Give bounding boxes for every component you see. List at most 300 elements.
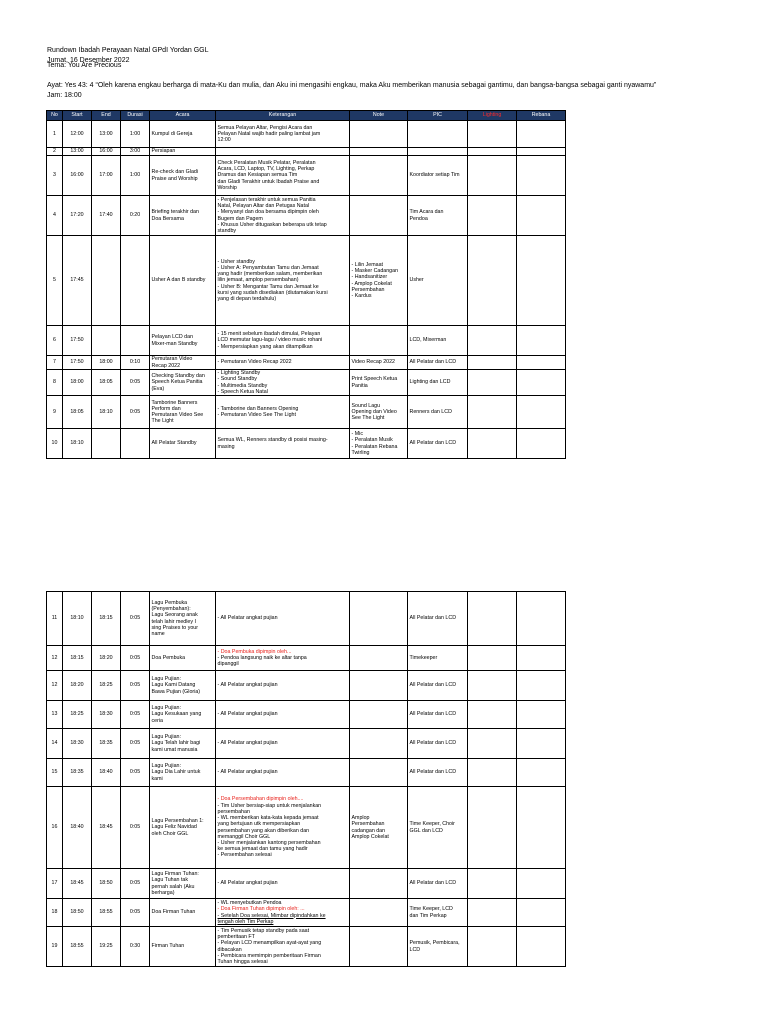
- row-keterangan-line: ke semua jemaat dan tamu yang hadir: [217, 846, 308, 853]
- row-durasi: [121, 236, 150, 326]
- row-note-line: Persembahan: [351, 286, 385, 293]
- row-start: 12:00: [63, 121, 92, 148]
- row-keterangan-line: 12:00: [217, 137, 231, 144]
- row-keterangan-line: Worship: [217, 184, 237, 191]
- row-pic: [408, 759, 468, 787]
- row-keterangan: [216, 701, 350, 729]
- row-keterangan-line: - Setelah Doa selesai, Mimbar dipindahkan ke: [217, 912, 326, 919]
- row-no: 11: [47, 592, 63, 646]
- row-keterangan: [216, 787, 350, 869]
- row-acara: [150, 759, 216, 787]
- table-row: [47, 326, 566, 356]
- row-end: 18:55: [92, 899, 121, 927]
- row-keterangan-line: yang hadir (memberikan salam, memberikan: [217, 271, 323, 278]
- row-pic: [408, 148, 468, 156]
- row-pic-line: Pemusik, Pembicara,: [409, 940, 460, 947]
- row-durasi: 0:05: [121, 370, 150, 396]
- row-pic-line: Lighting dan LCD: [409, 379, 451, 386]
- row-durasi: 0:05: [121, 396, 150, 429]
- row-keterangan-line: - Lighting Standby: [217, 370, 261, 377]
- row-pic-line: All Pelatar dan LCD: [409, 880, 457, 887]
- row-keterangan-line: - Pelayan LCD menampilkan ayat-ayat yang: [217, 940, 322, 947]
- row-pic-line: Koordiator setiap Tim: [409, 172, 460, 179]
- row-acara: [150, 646, 216, 671]
- table-row: [47, 370, 566, 396]
- row-lighting: [468, 236, 517, 326]
- table-row: [47, 869, 566, 899]
- row-end: 18:45: [92, 787, 121, 869]
- row-acara-line: oleh Choir GGL: [151, 830, 189, 837]
- row-lighting: [468, 927, 517, 967]
- row-pic: [408, 869, 468, 899]
- row-keterangan-line: - Speech Ketua Natal: [217, 388, 268, 395]
- row-start: 18:15: [63, 646, 92, 671]
- row-acara-line: pernah salah (Aku: [151, 883, 195, 890]
- row-pic: [408, 429, 468, 459]
- row-acara-line: Lagu Persembahan 1:: [151, 818, 204, 825]
- row-acara-line: Lagu Telah lahir bagi: [151, 740, 201, 747]
- row-no: 2: [47, 148, 63, 156]
- row-end: 18:10: [92, 396, 121, 429]
- row-acara-line: Lagu Kami Datang: [151, 682, 196, 689]
- row-pic: [408, 729, 468, 759]
- row-acara-line: Lagu Firman Tuhan:: [151, 871, 199, 878]
- row-acara: [150, 326, 216, 356]
- row-rebana: [517, 429, 566, 459]
- row-acara-line: Tamborine Banners: [151, 399, 198, 406]
- row-acara-line: Doa Firman Tuhan: [151, 909, 196, 916]
- row-keterangan-line: Check Peralatan Musik Pelatar, Peralatan: [217, 159, 316, 166]
- row-lighting: [468, 121, 517, 148]
- row-note-line: - Handsanitizer: [351, 274, 388, 281]
- document-title: Rundown Ibadah Perayaan Natal GPdI Yordan GGL: [47, 47, 209, 54]
- row-note: [350, 370, 408, 396]
- row-pic: [408, 356, 468, 370]
- row-start: 18:10: [63, 429, 92, 459]
- row-no: 12: [47, 646, 63, 671]
- row-acara-line: Re-check dan Gladi: [151, 169, 199, 176]
- row-acara-line: Checking Standby dan: [151, 373, 205, 380]
- row-acara-line: Perform dan: [151, 405, 181, 412]
- row-keterangan-line: - Usher B: Mengantar Tamu dan Jemaat ke: [217, 283, 319, 290]
- row-lighting: [468, 646, 517, 671]
- row-no: 7: [47, 356, 63, 370]
- table-row: [47, 148, 566, 156]
- row-note: [350, 148, 408, 156]
- row-pic-line: LCD: [409, 946, 421, 953]
- row-note: [350, 927, 408, 967]
- row-durasi: 0:20: [121, 196, 150, 236]
- row-rebana: [517, 671, 566, 701]
- row-note: [350, 869, 408, 899]
- row-note: [350, 429, 408, 459]
- row-start: 18:00: [63, 370, 92, 396]
- row-keterangan-line: - Usher A: Penyambutan Tamu dan Jemaat: [217, 264, 319, 271]
- row-acara-line: Mixer-man Standby: [151, 340, 198, 347]
- row-keterangan-line: - Pembicara memimpin pemberitaan Firman: [217, 952, 321, 959]
- row-note-line: Persembahan: [351, 821, 385, 828]
- row-keterangan: [216, 156, 350, 196]
- row-note-line: Print Speech Ketua: [351, 376, 398, 383]
- row-keterangan-line: - Doa Pembuka dipimpin oleh...: [217, 648, 292, 655]
- row-lighting: [468, 787, 517, 869]
- row-note-line: - Kardus: [351, 292, 372, 299]
- row-acara-line: Lagu Kesukaan yang: [151, 711, 202, 718]
- col-no-header: No: [47, 111, 63, 121]
- document-date: Jumat, 16 Desember 2022: [47, 57, 130, 64]
- row-acara-line: Lagu Pujian:: [151, 734, 181, 741]
- row-keterangan: [216, 899, 350, 927]
- col-end-header: End: [92, 111, 121, 121]
- row-no: 16: [47, 787, 63, 869]
- row-acara-line: The Light: [151, 418, 174, 425]
- col-start-header: Start: [63, 111, 92, 121]
- row-keterangan-line: - Tamborine dan Banners Opening: [217, 405, 299, 412]
- row-pic: [408, 787, 468, 869]
- row-durasi: 3:00: [121, 148, 150, 156]
- row-acara-line: Lagu Tuhan tak: [151, 877, 189, 884]
- row-keterangan-line: - 15 menit sebelum ibadah dimulai, Pelayan: [217, 331, 321, 338]
- row-keterangan-line: dipanggil: [217, 661, 239, 668]
- row-keterangan-line: - WL menyebutkan Pendoa: [217, 900, 282, 907]
- row-lighting: [468, 729, 517, 759]
- row-lighting: [468, 429, 517, 459]
- row-rebana: [517, 148, 566, 156]
- row-acara-line: Doa Bersama: [151, 215, 184, 222]
- row-note: [350, 326, 408, 356]
- row-start: 18:20: [63, 671, 92, 701]
- row-end: 18:20: [92, 646, 121, 671]
- table-row: [47, 787, 566, 869]
- row-keterangan-line: - Doa Persembahan dipimpin oleh....: [217, 796, 304, 803]
- row-rebana: [517, 787, 566, 869]
- row-durasi: 0:10: [121, 356, 150, 370]
- row-keterangan-line: - All Pelatar angkat pujian: [217, 682, 278, 689]
- row-no: 12: [47, 671, 63, 701]
- row-start: 18:30: [63, 729, 92, 759]
- row-note: [350, 671, 408, 701]
- row-keterangan: [216, 729, 350, 759]
- row-note: [350, 196, 408, 236]
- row-acara-line: Lagu Feliz Navidad: [151, 824, 197, 831]
- row-acara-line: Pemutaran Video See: [151, 412, 204, 418]
- row-note-line: Panitia: [351, 382, 368, 389]
- row-lighting: [468, 356, 517, 370]
- row-keterangan-line: Tuhan hingga selesai: [217, 958, 268, 965]
- row-keterangan-line: - WL memberikan kata-kata kepada jemaat: [217, 815, 319, 822]
- row-keterangan-line: - Pemutaran Video See The Light: [217, 412, 296, 418]
- row-acara-line: Lagu Pujian:: [151, 676, 181, 683]
- row-rebana: [517, 156, 566, 196]
- table-row: [47, 396, 566, 429]
- row-no: 9: [47, 396, 63, 429]
- row-acara: [150, 236, 216, 326]
- row-no: 5: [47, 236, 63, 326]
- row-pic-line: All Pelatar dan LCD: [409, 711, 457, 718]
- row-start: 17:45: [63, 236, 92, 326]
- row-start: 18:40: [63, 787, 92, 869]
- row-keterangan: [216, 326, 350, 356]
- table-row: [47, 646, 566, 671]
- document-verse: Ayat: Yes 43: 4 “Oleh karena engkau berharga di mata-Ku dan mulia, dan Aku ini mengasihi engkau, maka Aku memberikan manusia sebagai gantimu, dan bangsa-bangsa sebagai ganti nyawamu”: [47, 82, 657, 89]
- row-keterangan-line: - Persembahan selesai: [217, 852, 272, 859]
- row-rebana: [517, 646, 566, 671]
- row-acara-line: Firman Tuhan: [151, 943, 185, 950]
- col-acara-header: Acara: [150, 111, 216, 121]
- row-pic: [408, 236, 468, 326]
- row-note: [350, 396, 408, 429]
- row-note-line: - Masker Cadangan: [351, 268, 399, 275]
- row-keterangan: [216, 356, 350, 370]
- row-keterangan-line: - Pemutaran Video Recap 2022: [217, 359, 292, 366]
- row-durasi: 1:00: [121, 121, 150, 148]
- row-acara: [150, 156, 216, 196]
- row-note: [350, 729, 408, 759]
- row-no: 3: [47, 156, 63, 196]
- row-rebana: [517, 899, 566, 927]
- row-acara-line: telah lahir medley I: [151, 618, 196, 625]
- row-acara-line: berharga): [151, 889, 175, 896]
- row-note: [350, 236, 408, 326]
- row-start: 16:00: [63, 156, 92, 196]
- row-lighting: [468, 156, 517, 196]
- row-pic: [408, 196, 468, 236]
- row-rebana: [517, 869, 566, 899]
- row-note-line: - Peralatan Musik: [351, 437, 393, 444]
- row-pic-line: dan Tim Perkap: [409, 912, 447, 919]
- table-row: [47, 196, 566, 236]
- row-rebana: [517, 396, 566, 429]
- row-pic: [408, 646, 468, 671]
- row-keterangan-line: masing: [217, 443, 235, 450]
- row-start: 17:50: [63, 356, 92, 370]
- row-acara-line: ceria: [151, 717, 163, 724]
- row-note: [350, 646, 408, 671]
- row-durasi: 0:30: [121, 927, 150, 967]
- row-no: 1: [47, 121, 63, 148]
- row-acara: [150, 671, 216, 701]
- row-start: 18:10: [63, 592, 92, 646]
- row-end: 19:25: [92, 927, 121, 967]
- row-keterangan-line: - Doa Firman Tuhan dipimpin oleh: ...: [217, 906, 305, 913]
- row-note-line: Twirling: [351, 449, 370, 456]
- row-durasi: 0:05: [121, 869, 150, 899]
- table-header-row: [47, 111, 566, 121]
- row-note: [350, 899, 408, 927]
- row-acara: [150, 869, 216, 899]
- table-row: [47, 701, 566, 729]
- row-acara-line: sing Praises to your: [151, 624, 199, 631]
- row-end: 16:00: [92, 148, 121, 156]
- row-acara: [150, 787, 216, 869]
- row-note-line: - Peralatan Rebana: [351, 443, 398, 450]
- col-keterangan-header: Keterangan: [216, 111, 350, 121]
- row-acara-line: Praise and Worship: [151, 175, 198, 182]
- row-pic-line: Timekeeper: [409, 654, 438, 661]
- row-acara-line: Lagu Pembuka: [151, 599, 188, 606]
- row-acara: [150, 196, 216, 236]
- table-row: [47, 121, 566, 148]
- row-keterangan: [216, 148, 350, 156]
- row-pic: [408, 396, 468, 429]
- row-start: 17:20: [63, 196, 92, 236]
- row-note-line: Opening dan Video: [351, 408, 397, 415]
- row-keterangan-line: Bugem dan Pagem: [217, 215, 263, 222]
- table-row: [47, 356, 566, 370]
- row-keterangan-line: - Pendoa langsung naik ke altar tanpa: [217, 654, 307, 661]
- row-durasi: 1:00: [121, 156, 150, 196]
- row-pic: [408, 701, 468, 729]
- row-end: 18:00: [92, 356, 121, 370]
- row-durasi: 0:05: [121, 759, 150, 787]
- row-pic-line: All Pelatar dan LCD: [409, 359, 457, 366]
- row-rebana: [517, 370, 566, 396]
- document-time: Jam: 18:00: [47, 92, 82, 99]
- row-keterangan-line: - Usher menjalankan kantong persembahan: [217, 839, 321, 846]
- row-lighting: [468, 148, 517, 156]
- row-acara: [150, 356, 216, 370]
- row-keterangan: [216, 236, 350, 326]
- row-note-line: cadangan dan: [351, 827, 386, 834]
- row-keterangan-line: kursi yang sudah disediakan (diutamakan kursi: [217, 289, 328, 296]
- row-end: 18:15: [92, 592, 121, 646]
- row-rebana: [517, 927, 566, 967]
- row-start: 18:50: [63, 899, 92, 927]
- row-keterangan-line: - All Pelatar angkat pujian: [217, 740, 278, 747]
- row-end: 18:25: [92, 671, 121, 701]
- row-note-line: Amplop: [351, 815, 370, 822]
- row-note: [350, 701, 408, 729]
- row-acara-line: Usher A dan B standby: [151, 277, 206, 284]
- row-acara-line: kami: [151, 775, 163, 782]
- row-keterangan-line: - Khusus Usher ditugaskan beberapa utk tetap: [217, 221, 327, 228]
- row-keterangan-line: standby: [217, 227, 237, 234]
- col-lighting-header: Lighting: [468, 111, 517, 121]
- row-acara-line: Doa Pembuka: [151, 654, 186, 661]
- row-no: 13: [47, 701, 63, 729]
- row-keterangan: [216, 121, 350, 148]
- row-pic-line: Time Keeper, LCD: [409, 906, 453, 913]
- row-rebana: [517, 196, 566, 236]
- row-keterangan-line: Acara, LCD, Laptop, TV, Lighting, Perkap: [217, 166, 315, 173]
- row-lighting: [468, 592, 517, 646]
- row-keterangan: [216, 196, 350, 236]
- row-keterangan-line: yang di depan terdahulu): [217, 296, 277, 302]
- row-durasi: 0:05: [121, 646, 150, 671]
- row-lighting: [468, 196, 517, 236]
- row-no: 17: [47, 869, 63, 899]
- table-row: [47, 671, 566, 701]
- row-pic-line: GGL dan LCD: [409, 827, 443, 834]
- row-lighting: [468, 370, 517, 396]
- row-end: 18:50: [92, 869, 121, 899]
- row-pic-line: All Pelatar dan LCD: [409, 740, 457, 747]
- row-lighting: [468, 701, 517, 729]
- col-durasi-header: Durasi: [121, 111, 150, 121]
- row-keterangan-line: - Mempersiapkan yang akan ditampilkan: [217, 343, 313, 350]
- row-keterangan: [216, 396, 350, 429]
- row-keterangan-line: - All Pelatar angkat pujian: [217, 769, 278, 776]
- row-acara-line: kami umat manusia: [151, 746, 198, 753]
- row-keterangan-line: persembahan: [217, 808, 250, 815]
- row-no: 10: [47, 429, 63, 459]
- row-pic: [408, 592, 468, 646]
- row-durasi: 0:05: [121, 899, 150, 927]
- row-keterangan-line: Semua WL, Renners standby di posisi masing-: [217, 437, 328, 444]
- row-start: 17:50: [63, 326, 92, 356]
- row-acara-line: Pelayan LCD dan: [151, 334, 194, 341]
- row-keterangan: [216, 869, 350, 899]
- row-note: [350, 121, 408, 148]
- row-acara-line: Lagu Dia Lahir untuk: [151, 769, 201, 776]
- row-pic: [408, 671, 468, 701]
- row-lighting: [468, 671, 517, 701]
- row-note: [350, 787, 408, 869]
- row-keterangan: [216, 927, 350, 967]
- row-acara: [150, 592, 216, 646]
- row-keterangan-line: lilin jemaat, amplop persembahan): [217, 277, 299, 284]
- row-note-line: Video Recap 2022: [351, 359, 395, 366]
- table-row: [47, 429, 566, 459]
- col-pic-header: PIC: [408, 111, 468, 121]
- row-keterangan-line: Dramus dan Kesiapan semua Tim: [217, 172, 298, 179]
- document-theme: Tema: You Are Precious: [47, 62, 122, 69]
- row-acara: [150, 370, 216, 396]
- row-keterangan-line: dibacakan: [217, 946, 242, 953]
- row-acara-line: Pemutaran Video: [151, 356, 193, 363]
- row-note: [350, 759, 408, 787]
- row-note-line: - Mic: [351, 431, 363, 438]
- row-acara: [150, 396, 216, 429]
- row-acara: [150, 148, 216, 156]
- row-lighting: [468, 396, 517, 429]
- row-end: 13:00: [92, 121, 121, 148]
- row-no: 19: [47, 927, 63, 967]
- row-lighting: [468, 899, 517, 927]
- row-start: 13:00: [63, 148, 92, 156]
- row-keterangan-line: Natal, Pelayan Altar dan Petugas Natal: [217, 203, 310, 210]
- row-durasi: 0:05: [121, 592, 150, 646]
- row-keterangan: [216, 759, 350, 787]
- row-rebana: [517, 759, 566, 787]
- col-rebana-header: Rebana: [517, 111, 566, 121]
- row-rebana: [517, 701, 566, 729]
- row-no: 4: [47, 196, 63, 236]
- row-start: 18:45: [63, 869, 92, 899]
- row-pic: [408, 899, 468, 927]
- row-end: 18:30: [92, 701, 121, 729]
- row-no: 18: [47, 899, 63, 927]
- row-pic: [408, 370, 468, 396]
- row-end: [92, 429, 121, 459]
- row-keterangan-line: Semua Pelayan Altar, Pengisi Acara dan: [217, 124, 313, 131]
- row-start: 18:05: [63, 396, 92, 429]
- row-keterangan-line: - All Pelatar angkat pujian: [217, 711, 278, 718]
- row-lighting: [468, 326, 517, 356]
- row-keterangan-line: - Multimedia Standby: [217, 382, 268, 389]
- table-row: [47, 927, 566, 967]
- row-keterangan-line: persembahan yang akan diberikan dan: [217, 827, 310, 834]
- row-keterangan-line: Pelayan Natal wajib hadir paling lambat jam: [217, 130, 321, 137]
- row-start: 18:35: [63, 759, 92, 787]
- row-keterangan: [216, 429, 350, 459]
- row-end: 17:40: [92, 196, 121, 236]
- row-no: 8: [47, 370, 63, 396]
- row-rebana: [517, 356, 566, 370]
- row-acara-line: Recap 2022: [151, 362, 181, 369]
- row-lighting: [468, 759, 517, 787]
- row-pic-line: Renners dan LCD: [409, 408, 452, 415]
